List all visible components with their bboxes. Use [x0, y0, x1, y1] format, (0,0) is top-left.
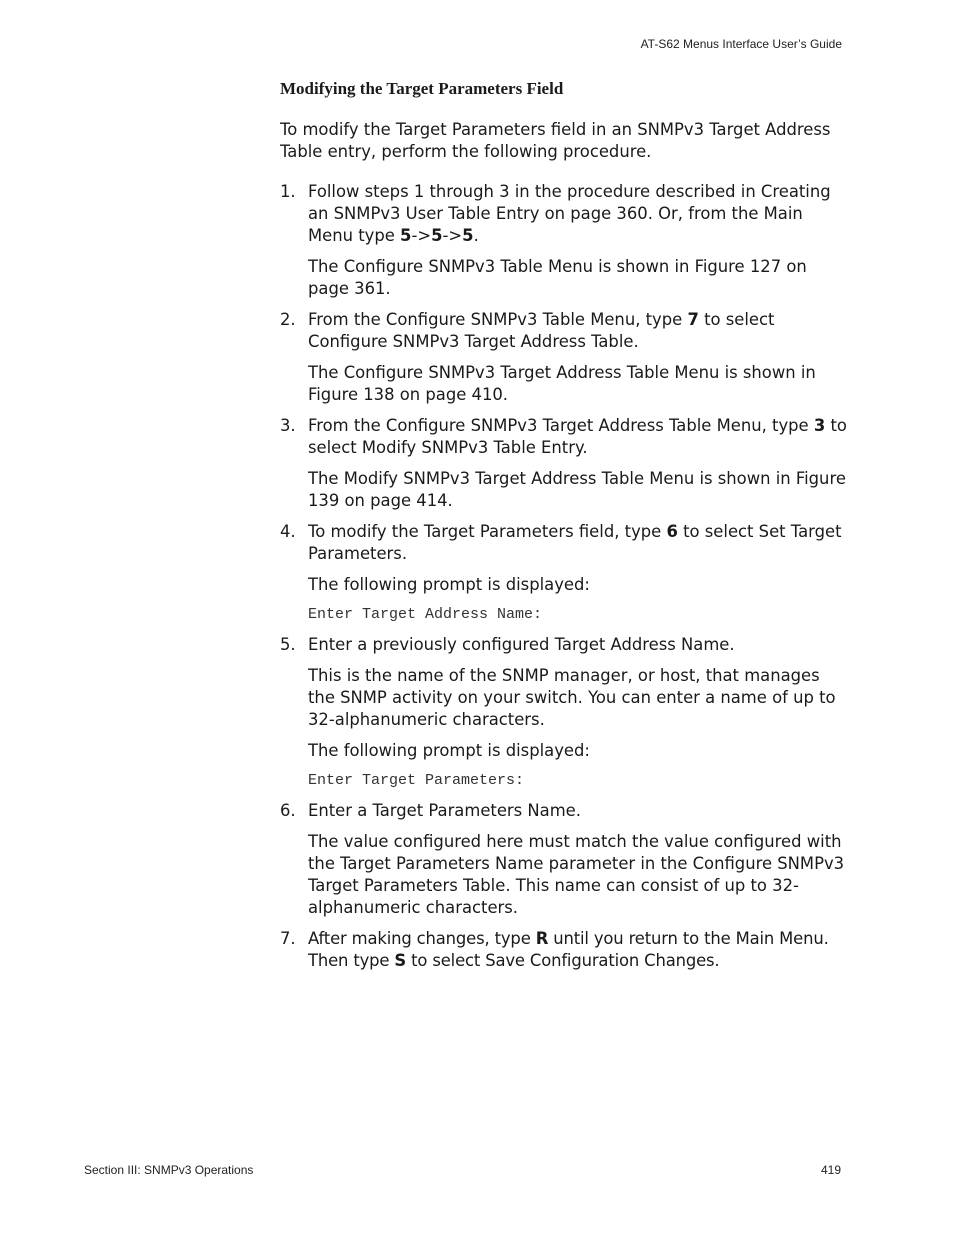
step-text-part: to select Set Target Parameters. [308, 522, 842, 563]
step-text-part: to select Configure SNMPv3 Target Address Table. [308, 310, 775, 351]
step-text: Enter a previously configured Target Address Name. [308, 635, 735, 654]
step-number: 5. [280, 635, 296, 654]
step-number: 1. [280, 182, 296, 201]
page-content [280, 78, 848, 972]
running-header: AT-S62 Menus Interface User’s Guide [640, 37, 842, 51]
step-number: 4. [280, 522, 296, 541]
step-6 [280, 800, 848, 919]
menu-key: 5 [462, 226, 474, 245]
step-text [308, 928, 848, 972]
step-text-part: From the Configure SNMPv3 Table Menu, type [308, 310, 688, 329]
step-text-part: After making changes, type [308, 929, 536, 948]
step-text [308, 521, 848, 565]
step-5 [280, 634, 848, 791]
step-number: 2. [280, 310, 296, 329]
step-number: 3. [280, 416, 296, 435]
key-separator: -> [442, 226, 463, 245]
step-text-part: to select Save Configuration Changes. [406, 951, 720, 970]
step-text-part: Follow steps 1 through 3 in the procedure described in Creating an SNMPv3 User Table Entry on page 360. Or, from the Main Menu type [308, 182, 831, 245]
step-4 [280, 521, 848, 625]
console-prompt: Enter Target Parameters: [308, 772, 525, 789]
step-note: The following prompt is displayed: [308, 741, 590, 760]
intro-paragraph: To modify the Target Parameters field in an SNMPv3 Target Address Table entry, perform the following procedure. [280, 120, 831, 161]
step-note: This is the name of the SNMP manager, or host, that manages the SNMP activity on your switch. You can enter a name of up to 32-alphanumeric characters. [308, 666, 836, 729]
menu-key: 7 [687, 310, 699, 329]
step-note: The Configure SNMPv3 Table Menu is shown in Figure 127 on page 361. [308, 257, 807, 298]
step-note: The following prompt is displayed: [308, 575, 590, 594]
step-2 [280, 309, 848, 406]
page-number: 419 [820, 1163, 841, 1177]
step-number: 7. [280, 929, 296, 948]
menu-key: 5 [431, 226, 443, 245]
step-text [308, 309, 848, 353]
section-title: Modifying the Target Parameters Field [280, 79, 564, 98]
menu-key: R [535, 929, 549, 948]
step-text-part: to select Modify SNMPv3 Table Entry. [308, 416, 847, 457]
step-text [308, 181, 848, 247]
step-note: The Modify SNMPv3 Target Address Table Menu is shown in Figure 139 on page 414. [308, 469, 846, 510]
menu-key: S [394, 951, 407, 970]
step-text-part: . [473, 226, 479, 245]
step-text-part: From the Configure SNMPv3 Target Address Table Menu, type [308, 416, 814, 435]
step-1 [280, 181, 848, 300]
step-note: The Configure SNMPv3 Target Address Table Menu is shown in Figure 138 on page 410. [308, 363, 816, 404]
menu-key: 5 [400, 226, 412, 245]
menu-key: 6 [666, 522, 678, 541]
step-7 [280, 928, 848, 972]
step-3 [280, 415, 848, 512]
step-text: Enter a Target Parameters Name. [308, 801, 581, 820]
menu-key: 3 [813, 416, 826, 435]
key-separator: -> [411, 226, 432, 245]
step-text-part: until you return to the Main Menu. Then type [308, 929, 829, 970]
procedure-steps [280, 181, 848, 972]
console-prompt: Enter Target Address Name: [308, 606, 543, 623]
step-text [308, 415, 848, 459]
footer-section: Section III: SNMPv3 Operations [84, 1163, 254, 1177]
step-number: 6. [280, 801, 296, 820]
step-text-part: To modify the Target Parameters field, type [308, 522, 667, 541]
step-note: The value configured here must match the value configured with the Target Parameters Name parameter in the Configure SNMPv3 Target Parameters Table. This name can consist of up to 32-alphanumeric characters. [308, 832, 845, 917]
